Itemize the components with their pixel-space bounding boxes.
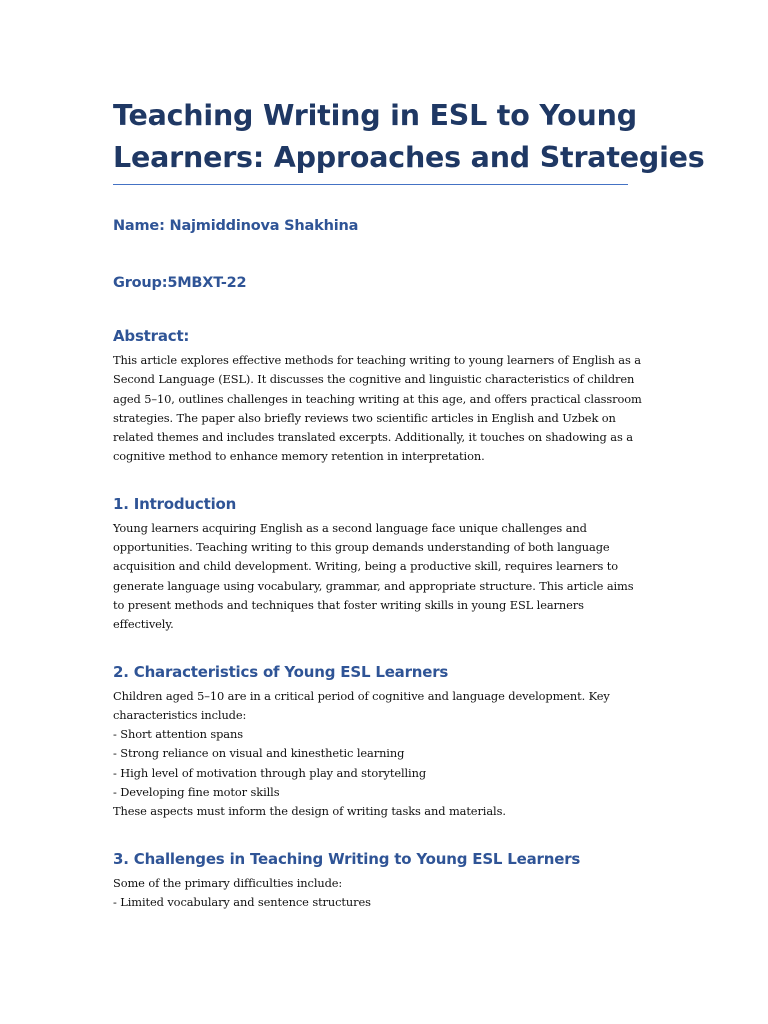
text-line: characteristics include: <box>113 707 247 722</box>
document-page <box>113 95 705 912</box>
title-underline <box>113 184 628 185</box>
introduction-paragraph <box>113 519 634 635</box>
author-group: Group:5MBXT-22 <box>113 275 247 291</box>
abstract-heading: Abstract: <box>113 327 190 345</box>
text-line: generate language using vocabulary, grammar, and appropriate structure. This article aims <box>113 578 634 593</box>
text-line: This article explores effective methods for teaching writing to young learners of English as a <box>113 353 641 367</box>
text-line: Children aged 5–10 are in a critical period of cognitive and language development. Key <box>113 688 610 703</box>
text-line: Young learners acquiring English as a second language face unique challenges and <box>113 520 587 535</box>
text-line: cognitive method to enhance memory retention in interpretation. <box>113 449 485 464</box>
author-name: Name: Najmiddinova Shakhina <box>113 218 359 234</box>
text-line: Some of the primary difficulties include: <box>113 875 343 890</box>
section-heading-introduction: 1. Introduction <box>113 494 237 513</box>
document-title <box>113 95 705 179</box>
abstract-paragraph <box>113 351 642 467</box>
text-line: strategies. The paper also briefly reviews two scientific articles in English and Uzbek on <box>113 410 616 425</box>
list-item: - Limited vocabulary and sentence structures <box>113 894 371 909</box>
list-item: - Short attention spans <box>113 727 243 742</box>
text-line: effectively. <box>113 617 174 632</box>
section-heading-challenges: 3. Challenges in Teaching Writing to Young ESL Learners <box>113 849 581 868</box>
text-line: opportunities. Teaching writing to this group demands understanding of both language <box>113 540 610 555</box>
text-line: Second Language (ESL). It discusses the cognitive and linguistic characteristics of children <box>113 372 635 387</box>
title-line: Learners: Approaches and Strategies <box>113 141 705 174</box>
text-line: related themes and includes translated excerpts. Additionally, it touches on shadowing as a <box>113 430 633 445</box>
list-item: - High level of motivation through play and storytelling <box>113 765 427 780</box>
list-item: - Strong reliance on visual and kinesthetic learning <box>113 746 405 761</box>
text-line: to present methods and techniques that foster writing skills in young ESL learners <box>113 597 584 612</box>
section-heading-characteristics: 2. Characteristics of Young ESL Learners <box>113 662 449 681</box>
characteristics-paragraph <box>113 687 628 822</box>
challenges-paragraph <box>113 874 628 913</box>
list-item: - Developing fine motor skills <box>113 785 280 800</box>
text-line: These aspects must inform the design of writing tasks and materials. <box>113 804 506 819</box>
text-line: aged 5–10, outlines challenges in teaching writing at this age, and offers practical classroom <box>113 391 642 406</box>
title-line: Teaching Writing in ESL to Young <box>113 99 637 132</box>
text-line: acquisition and child development. Writing, being a productive skill, requires learners to <box>113 559 619 574</box>
